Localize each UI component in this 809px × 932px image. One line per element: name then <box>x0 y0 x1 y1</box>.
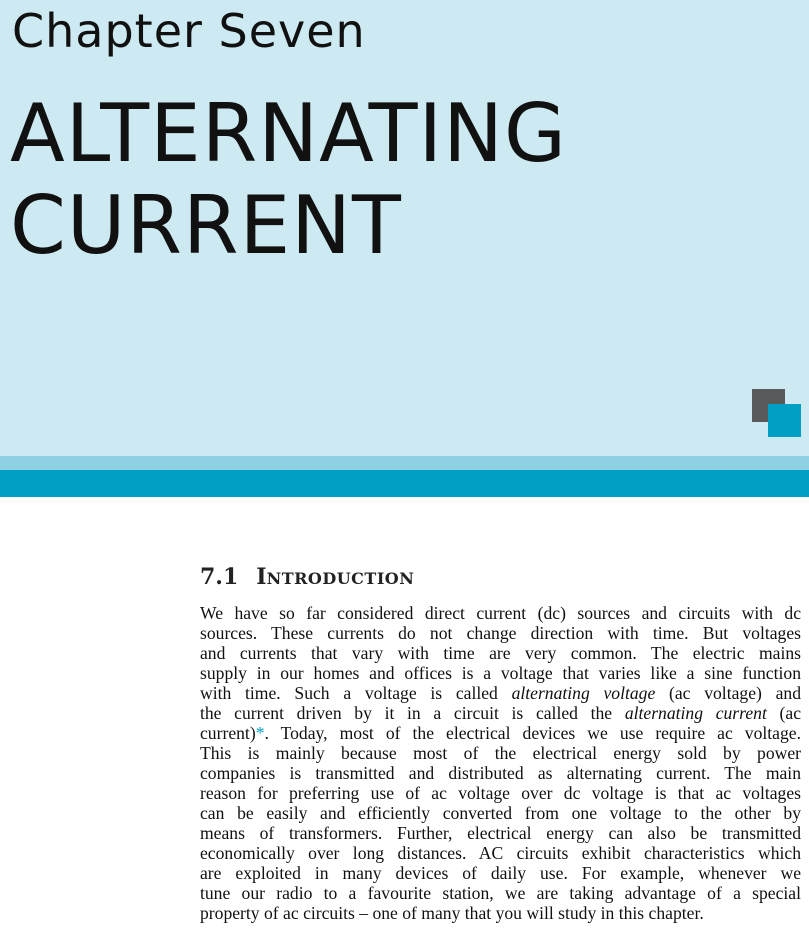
footnote-marker[interactable]: * <box>255 723 265 743</box>
term-alternating-voltage: alternating voltage <box>511 683 656 703</box>
paragraph-line: economically over long distances. AC circuits exhibit characteristics which <box>200 843 801 863</box>
paragraph-line: and currents that vary with time are very common. The electric mains <box>200 643 801 663</box>
chapter-title-line-1: ALTERNATING <box>10 87 567 180</box>
section-number: 7.1 <box>200 564 239 590</box>
text-segment: (ac <box>766 703 802 723</box>
paragraph-line: property of ac circuits – one of many that you will study in this chapter. <box>200 903 704 923</box>
banner-stripe-light <box>0 456 809 470</box>
paragraph-line: We have so far considered direct current (dc) sources and circuits with dc <box>200 603 801 623</box>
text-segment: with time. Such a voltage is called <box>200 683 512 703</box>
banner-stripe-dark <box>0 470 809 497</box>
paragraph-line: reason for preferring use of ac voltage over dc voltage is that ac voltages <box>200 783 801 803</box>
text-segment: . Today, most of the electrical devices we use require ac voltage. <box>264 723 801 743</box>
chapter-label: Chapter Seven <box>12 4 366 58</box>
paragraph-line: sources. These currents do not change direction with time. But voltages <box>200 623 801 643</box>
paragraph-line: This is mainly because most of the electrical energy sold by power <box>200 743 801 763</box>
paragraph-line: tune our radio to a favourite station, we are taking advantage of a special <box>200 883 801 903</box>
chapter-banner <box>0 0 809 456</box>
paragraph-line: can be easily and efficiently converted from one voltage to the other by <box>200 803 801 823</box>
text-segment: current) <box>200 723 256 743</box>
paragraph-line: means of transformers. Further, electrical energy can also be transmitted <box>200 823 801 843</box>
paragraph-line <box>200 723 801 743</box>
chapter-title <box>10 88 567 272</box>
term-alternating-current: alternating current <box>624 703 767 723</box>
decorative-square-accent <box>768 404 801 437</box>
paragraph-line <box>200 683 801 703</box>
section-title-rest: NTRODUCTION <box>266 569 415 588</box>
chapter-title-line-2: CURRENT <box>10 179 402 272</box>
section-title-initial: I <box>256 564 267 590</box>
intro-paragraph <box>200 603 801 923</box>
text-segment: (ac voltage) and <box>655 683 801 703</box>
paragraph-line <box>200 703 801 723</box>
text-segment: the current driven by it in a circuit is called the <box>200 703 625 723</box>
paragraph-line: companies is transmitted and distributed as alternating current. The main <box>200 763 801 783</box>
paragraph-line: supply in our homes and offices is a voltage that varies like a sine function <box>200 663 801 683</box>
section-heading <box>200 564 414 590</box>
paragraph-line: are exploited in many devices of daily use. For example, whenever we <box>200 863 801 883</box>
